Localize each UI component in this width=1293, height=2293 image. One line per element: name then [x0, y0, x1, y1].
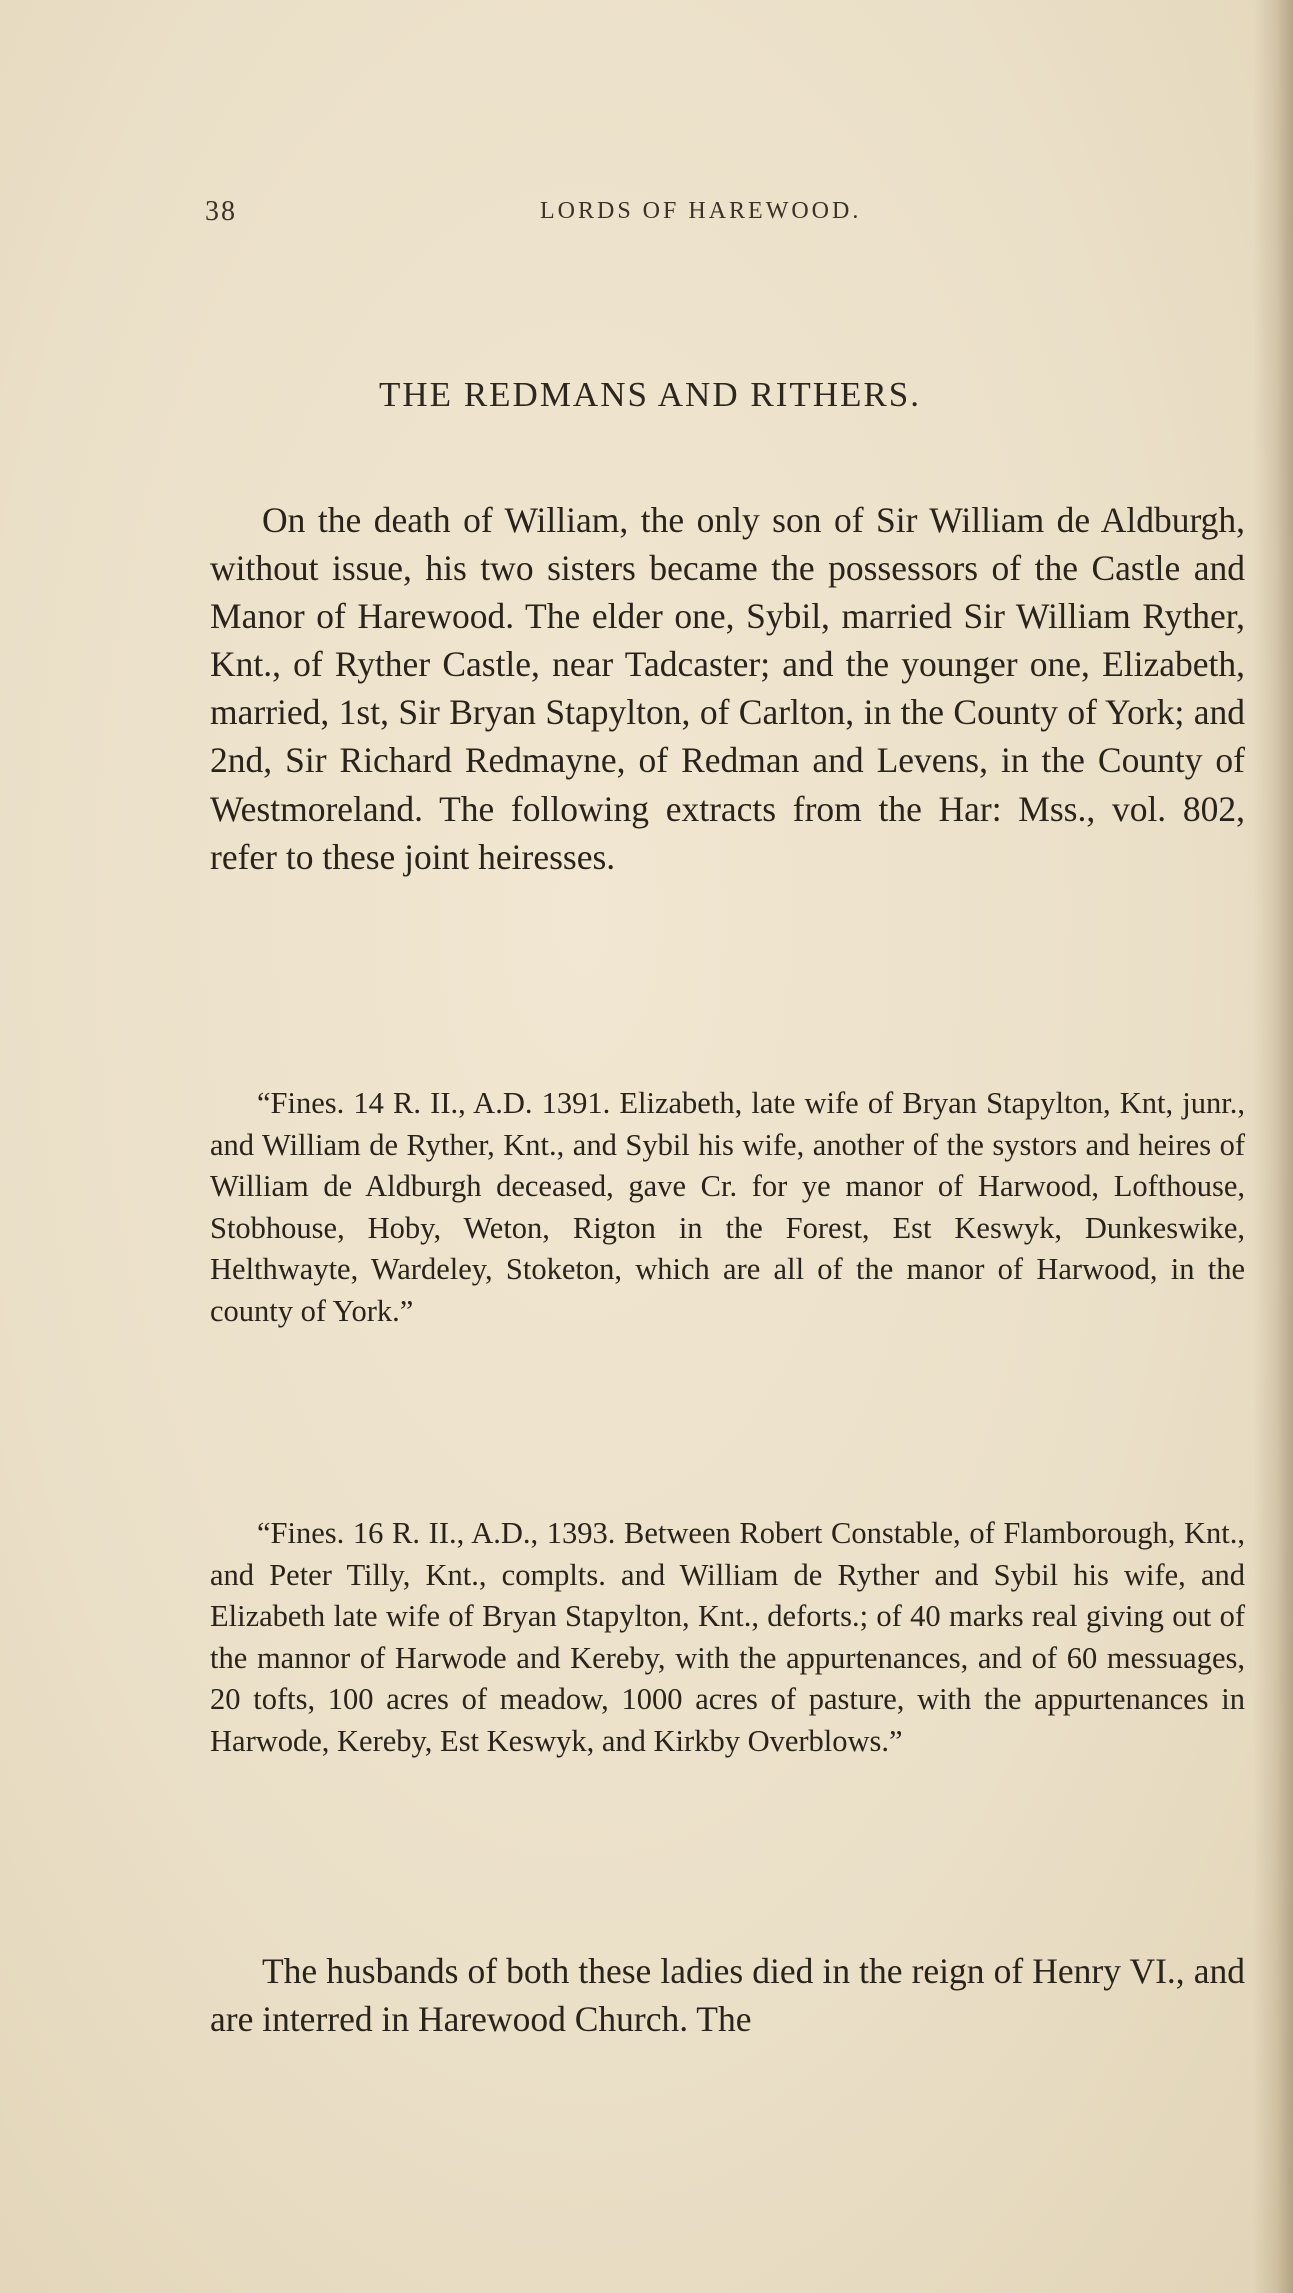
- page-edge-shadow: [1253, 0, 1293, 2293]
- quote-fines-1393: “Fines. 16 R. II., A.D., 1393. Between Robert Constable, of Flamborough, Knt., and Peter Tilly, Knt., complts. and William de Ryther and Sybil his wife, and Elizabeth late wife of Bryan Stapylton, Knt., deforts.; of 40 marks real giving out of the mannor of Harwode and Kereby, with the appurtenances, and of 60 messuages, 20 tofts, 100 acres of meadow, 1000 acres of pasture, with the appurtenances in Harwode, Kereby, Est Keswyk, and Kirkby Overblows.”: [210, 1516, 1245, 1758]
- running-head: [205, 196, 1085, 236]
- running-title: LORDS OF HAREWOOD.: [540, 198, 862, 224]
- closing-paragraph: The husbands of both these ladies died in the reign of Henry VI., and are interred in Harewood Church. The: [210, 1951, 1245, 2040]
- section-title: THE REDMANS AND RITHERS.: [379, 375, 921, 414]
- quote-fines-1391: “Fines. 14 R. II., A.D. 1391. Elizabeth, late wife of Bryan Stapylton, Knt, junr., and William de Ryther, Knt., and Sybil his wife, another of the systors and heires of William de Aldburgh deceased, gave Cr. for ye manor of Harwood, Lofthouse, Stobhouse, Hoby, Weton, Rigton in the Forest, Est Keswyk, Dunkeswike, Helthwayte, Wardeley, Stoketon, which are all of the manor of Harwood, in the county of York.”: [210, 1086, 1245, 1328]
- intro-paragraph: On the death of William, the only son of Sir William de Aldburgh, without issue, his two sisters became the possessors of the Castle and Manor of Harewood. The elder one, Sybil, married Sir William Ryther, Knt., of Ryther Castle, near Tadcaster; and the younger one, Elizabeth, married, 1st, Sir Bryan Stapylton, of Carlton, in the County of York; and 2nd, Sir Richard Redmayne, of Redman and Levens, in the County of Westmoreland. The following extracts from the Har: Mss., vol. 802, refer to these joint heiresses.: [210, 500, 1245, 877]
- page-number: 38: [205, 196, 237, 227]
